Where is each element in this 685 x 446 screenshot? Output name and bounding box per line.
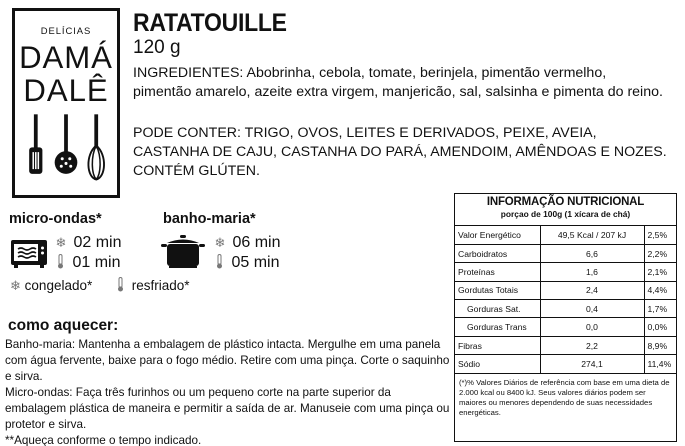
nutrient-name: Proteínas	[455, 263, 540, 281]
nutrient-daily-value: 8,9%	[644, 336, 676, 354]
nutrient-name: Gorduras Sat.	[455, 300, 540, 318]
snowflake-icon: ❄	[55, 235, 67, 250]
legend-chilled	[113, 277, 190, 294]
microwave-chilled-time	[53, 253, 120, 272]
nutrition-header	[455, 194, 676, 226]
heating-note: **Aqueça conforme o tempo indicado.	[5, 434, 202, 446]
nutrient-daily-value: 2,2%	[644, 244, 676, 262]
nutrient-value: 0,0	[540, 318, 644, 336]
microwave-frozen-value: 02 min	[73, 234, 122, 251]
nutrient-name: Valor Energético	[455, 226, 540, 244]
microwave-title: micro-ondas*	[9, 211, 102, 227]
table-row	[455, 300, 676, 318]
ingredients-text: INGREDIENTES: Abobrinha, cebola, tomate, berinjela, pimentão vermelho, pimentão amarelo, azeite extra virgem, manjericão, sal, salsinha e pimenta do reino.	[133, 65, 663, 100]
heating-instructions	[5, 337, 450, 446]
nutrition-rows	[455, 226, 676, 374]
table-row	[455, 355, 676, 373]
nutrient-name: Fibras	[455, 336, 540, 354]
legend-frozen-label: congelado*	[24, 278, 93, 293]
heating-microwave-text: Micro-ondas: Faça três furinhos ou um pequeno corte na parte superior da embalagem plástica de maneira e permitir a saída de ar. Manuseie com uma pinça ou protetor e sirva.	[5, 386, 450, 431]
table-row	[455, 244, 676, 262]
nutrient-name: Gorduras Trans	[455, 318, 540, 336]
nutrient-daily-value: 1,7%	[644, 300, 676, 318]
nutrient-value: 1,6	[540, 263, 644, 281]
nutrient-name: Sódio	[455, 355, 540, 373]
logo-line2: DAMÁ	[19, 40, 113, 76]
bain-marie-chilled-time	[212, 253, 279, 272]
legend-frozen	[10, 277, 92, 294]
table-row	[455, 336, 676, 354]
heating-title: como aquecer:	[8, 317, 119, 334]
microwave-chilled-value: 01 min	[72, 254, 121, 271]
nutrient-daily-value: 2,5%	[644, 226, 676, 244]
product-weight: 120 g	[133, 37, 181, 58]
nutrient-name: Carboidratos	[455, 244, 540, 262]
nutrition-footnote: (*)% Valores Diários de referência com base em uma dieta de 2.000 kcal ou 8400 kJ. Seus valores diários podem ser maiores ou menores dependendo de suas necessidades energéticas.	[459, 377, 670, 417]
nutrient-daily-value: 4,4%	[644, 281, 676, 299]
nutrient-name: Gordutas Totais	[455, 281, 540, 299]
nutrient-daily-value: 2,1%	[644, 263, 676, 281]
legend-chilled-label: resfriado*	[131, 278, 190, 293]
bain-marie-chilled-value: 05 min	[231, 254, 280, 271]
heating-bain-marie-text: Banho-maria: Mantenha a embalagem de plástico intacta. Mergulhe em uma panela com água fervente, baixe para o fogo médio. Retire com uma pinça. Corte o saquinho e sirva.	[5, 338, 450, 383]
nutrient-value: 0,4	[540, 300, 644, 318]
snowflake-icon: ❄	[214, 235, 226, 250]
nutrient-value: 6,6	[540, 244, 644, 262]
snowflake-icon: ❄	[10, 278, 21, 293]
thermometer-icon	[216, 254, 223, 269]
bain-marie-frozen-value: 06 min	[232, 234, 281, 251]
logo-line3: DALÊ	[23, 73, 109, 109]
thermometer-icon	[57, 254, 64, 269]
table-row	[455, 263, 676, 281]
nutrient-value: 49,5 Kcal / 207 kJ	[540, 226, 644, 244]
nutrition-portion: porçao de 100g (1 xícara de chá)	[500, 209, 631, 219]
whisk-icon	[88, 114, 104, 179]
nutrient-value: 274,1	[540, 355, 644, 373]
table-row	[455, 281, 676, 299]
table-row	[455, 318, 676, 336]
allergens-text: PODE CONTER: TRIGO, OVOS, LEITES E DERIVADOS, PEIXE, AVEIA, CASTANHA DE CAJU, CASTANHA DO PARÁ, AMENDOIM, AMÊNDOAS E NOZES. CONTÉM GLÚTEN.	[133, 125, 667, 179]
skimmer-icon	[55, 114, 78, 173]
microwave-frozen-time	[53, 233, 121, 252]
nutrition-title: INFORMAÇÃO NUTRICIONAL	[486, 196, 645, 208]
nutrient-value: 2,2	[540, 336, 644, 354]
product-name: RATATOUILLE	[133, 9, 287, 37]
nutrient-value: 2,4	[540, 281, 644, 299]
nutrient-daily-value: 0,0%	[644, 318, 676, 336]
bain-marie-frozen-time	[212, 233, 280, 252]
spatula-icon	[29, 114, 42, 173]
microwave-icon	[10, 238, 48, 270]
cooking-pot-icon	[160, 234, 206, 270]
table-row	[455, 226, 676, 244]
brand-logo	[12, 8, 120, 198]
logo-line1: DELÍCIAS	[40, 26, 92, 38]
bain-marie-title: banho-maria*	[163, 211, 256, 227]
thermometer-icon	[117, 277, 124, 292]
nutrition-facts-table	[454, 193, 677, 442]
nutrient-daily-value: 11,4%	[644, 355, 676, 373]
